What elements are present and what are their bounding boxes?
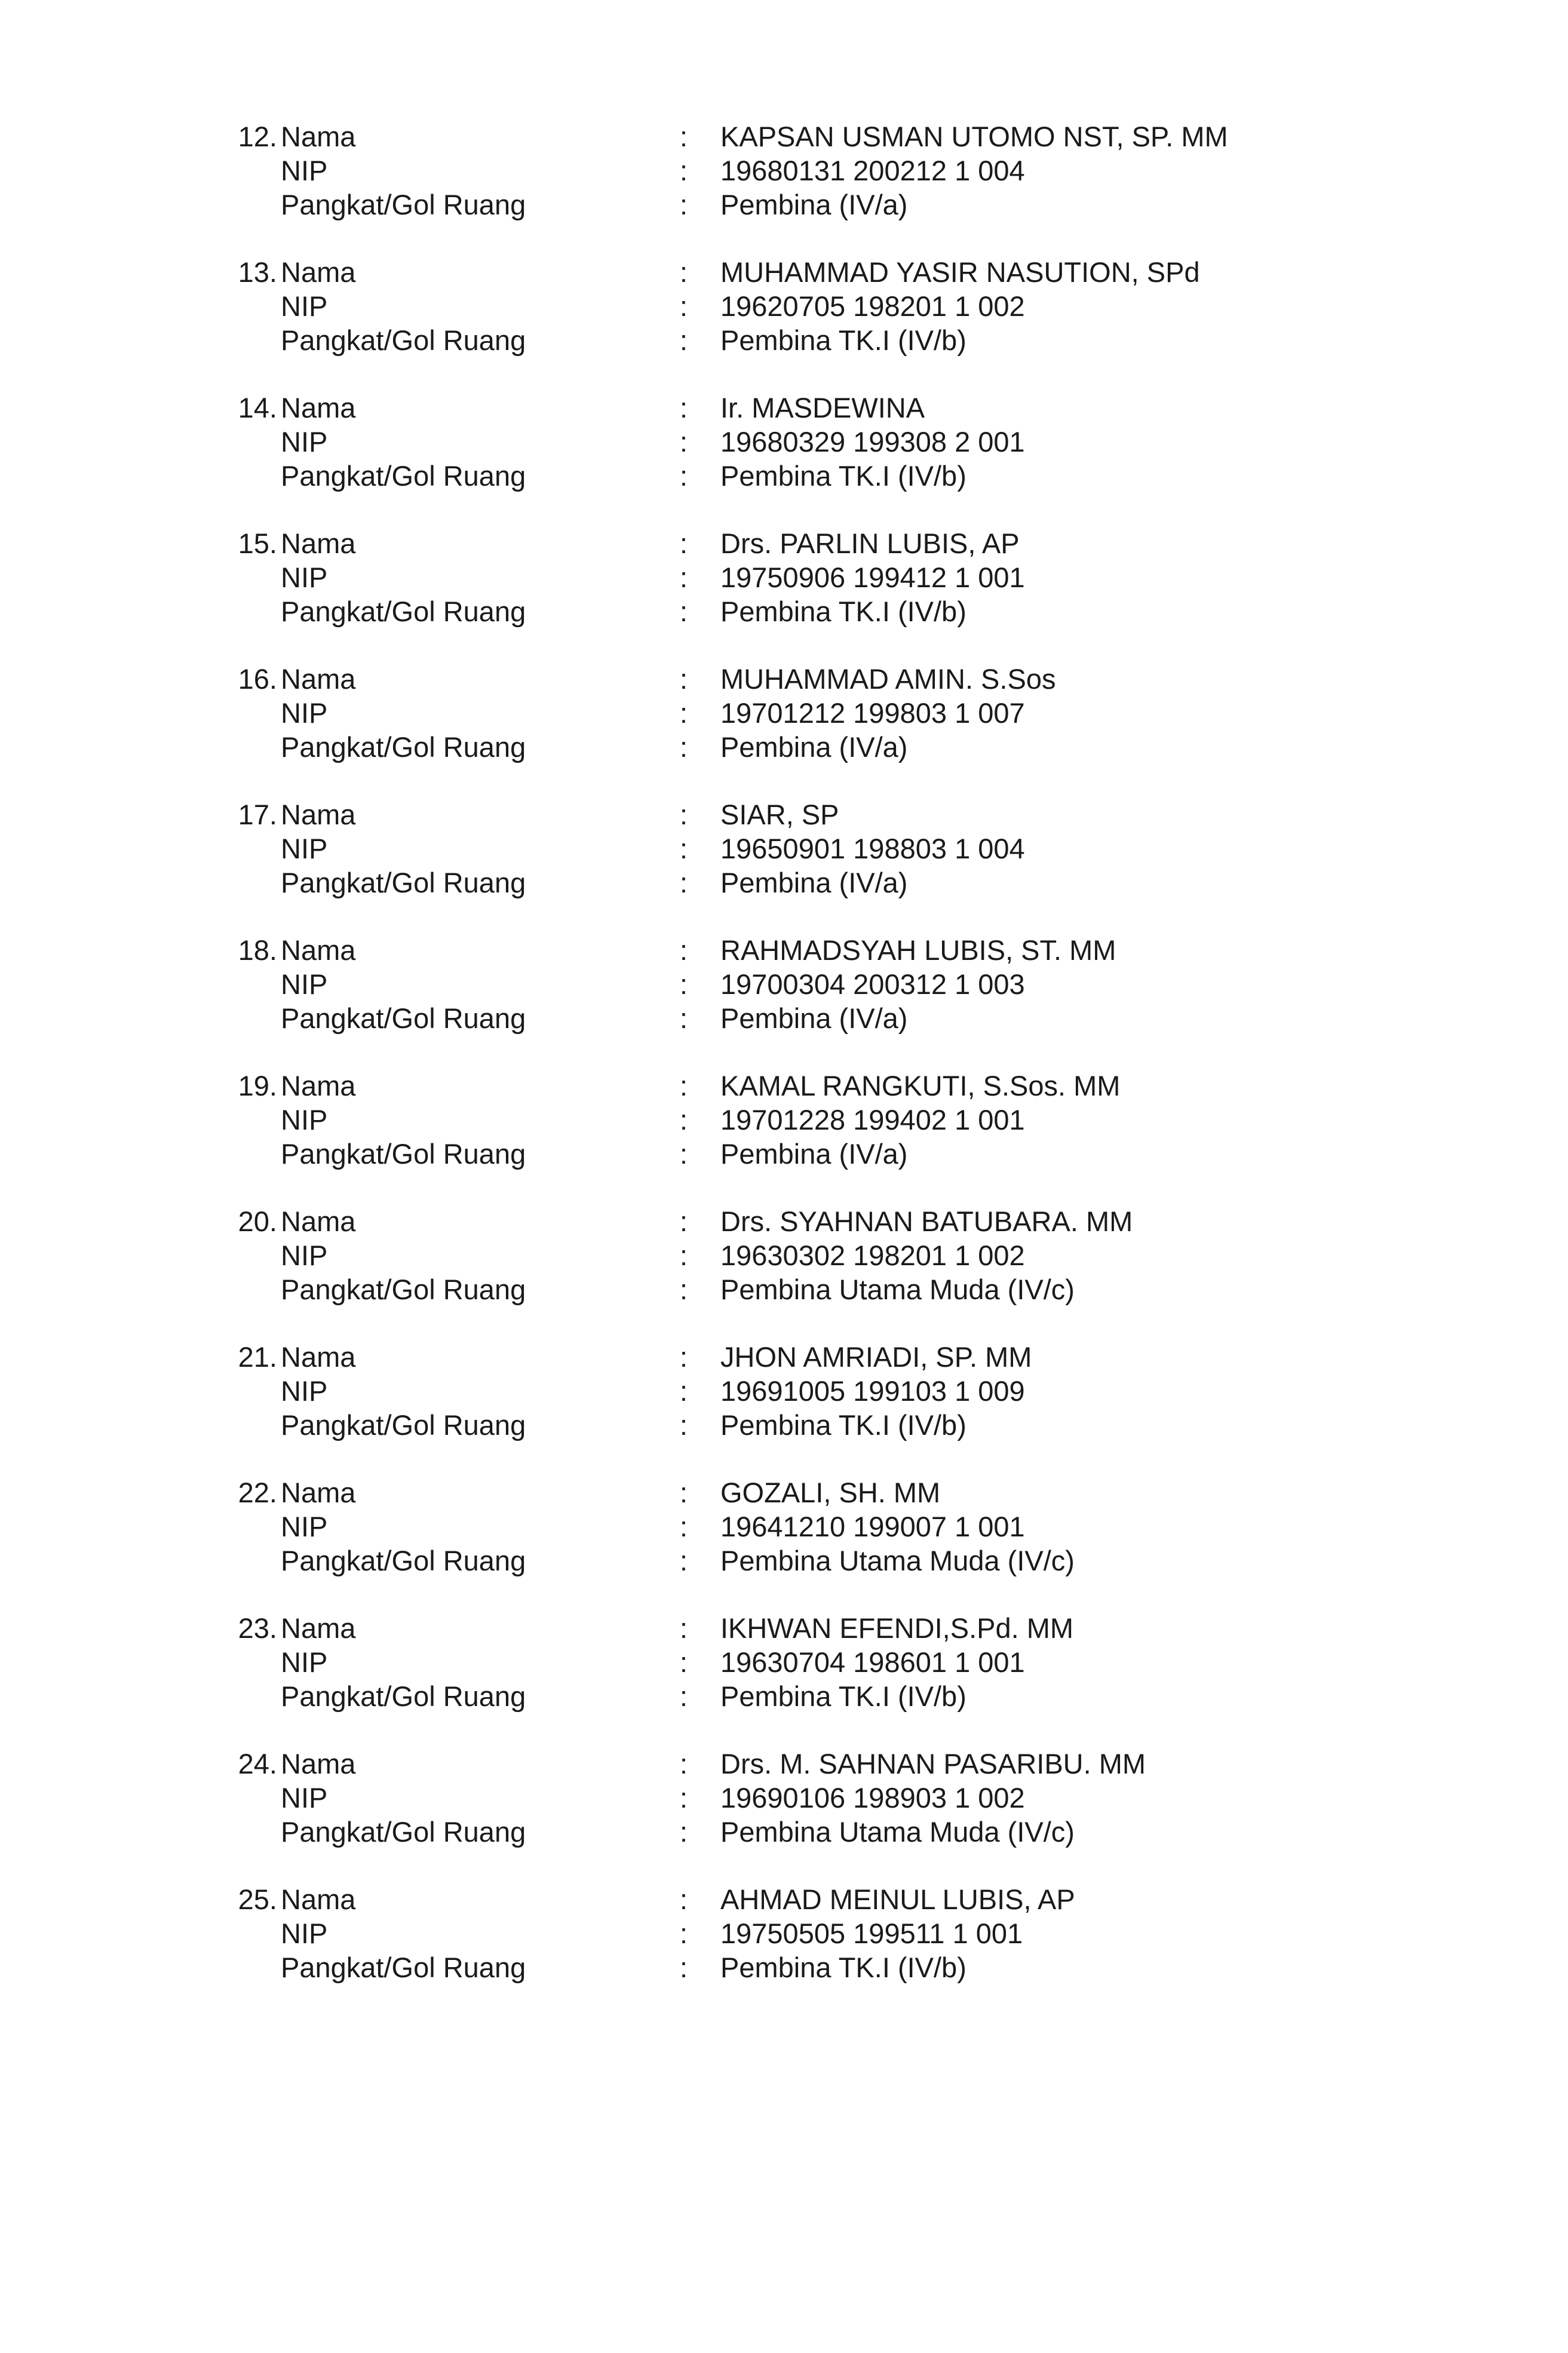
pangkat-label: Pangkat/Gol Ruang [281, 1680, 526, 1712]
entry-25 [0, 1883, 1568, 1984]
entry-19 [0, 1069, 1568, 1171]
nama-row [0, 662, 1568, 696]
nama-row [0, 1747, 1568, 1781]
separator: : [680, 1680, 688, 1712]
entry-number: 17. [238, 799, 277, 830]
nama-row [0, 798, 1568, 832]
nip-label: NIP [281, 155, 328, 186]
pangkat-label: Pangkat/Gol Ruang [281, 731, 526, 763]
nip-value: 19630704 198601 1 001 [720, 1646, 1025, 1678]
entry-number: 25. [238, 1883, 277, 1915]
entry-22 [0, 1476, 1568, 1578]
pangkat-label: Pangkat/Gol Ruang [281, 324, 526, 356]
separator: : [680, 1375, 688, 1407]
nama-label: Nama [281, 256, 356, 288]
nama-label: Nama [281, 392, 356, 424]
separator: : [680, 867, 688, 898]
pangkat-label: Pangkat/Gol Ruang [281, 1138, 526, 1170]
nama-value: MUHAMMAD YASIR NASUTION, SPd [720, 256, 1200, 288]
separator: : [680, 697, 688, 729]
separator: : [680, 1104, 688, 1136]
entry-21 [0, 1340, 1568, 1442]
entry-number: 20. [238, 1205, 277, 1237]
nip-value: 19700304 200312 1 003 [720, 968, 1025, 1000]
nip-row [0, 290, 1568, 323]
nama-row [0, 120, 1568, 154]
separator: : [680, 1070, 688, 1102]
separator: : [680, 799, 688, 830]
separator: : [680, 324, 688, 356]
nip-value: 19691005 199103 1 009 [720, 1375, 1025, 1407]
separator: : [680, 1240, 688, 1271]
nama-label: Nama [281, 121, 356, 152]
entry-number: 13. [238, 256, 277, 288]
nama-value: Ir. MASDEWINA [720, 392, 925, 424]
entry-17 [0, 798, 1568, 900]
pangkat-label: Pangkat/Gol Ruang [281, 1274, 526, 1305]
pangkat-label: Pangkat/Gol Ruang [281, 1952, 526, 1983]
nip-value: 19750906 199412 1 001 [720, 562, 1025, 593]
nip-label: NIP [281, 1646, 328, 1678]
separator: : [680, 527, 688, 559]
pangkat-value: Pembina TK.I (IV/b) [720, 1680, 966, 1712]
separator: : [680, 562, 688, 593]
nip-label: NIP [281, 968, 328, 1000]
nama-label: Nama [281, 1883, 356, 1915]
nama-value: KAPSAN USMAN UTOMO NST, SP. MM [720, 121, 1228, 152]
pangkat-row [0, 1137, 1568, 1171]
nip-value: 19650901 198803 1 004 [720, 833, 1025, 864]
nama-value: GOZALI, SH. MM [720, 1477, 941, 1508]
nama-label: Nama [281, 1341, 356, 1373]
separator: : [680, 155, 688, 186]
pangkat-value: Pembina (IV/a) [720, 1138, 908, 1170]
pangkat-row [0, 1815, 1568, 1849]
pangkat-label: Pangkat/Gol Ruang [281, 596, 526, 627]
pangkat-row [0, 1951, 1568, 1984]
nip-value: 19680131 200212 1 004 [720, 155, 1025, 186]
separator: : [680, 1002, 688, 1034]
entry-20 [0, 1205, 1568, 1306]
entry-number: 14. [238, 392, 277, 424]
separator: : [680, 833, 688, 864]
pangkat-row [0, 459, 1568, 493]
nama-row [0, 256, 1568, 289]
pangkat-row [0, 1409, 1568, 1442]
nama-row [0, 1205, 1568, 1238]
nama-row [0, 934, 1568, 967]
nama-value: Drs. SYAHNAN BATUBARA. MM [720, 1205, 1133, 1237]
nama-row [0, 527, 1568, 560]
separator: : [680, 256, 688, 288]
separator: : [680, 426, 688, 458]
separator: : [680, 1816, 688, 1848]
pangkat-label: Pangkat/Gol Ruang [281, 460, 526, 492]
separator: : [680, 663, 688, 695]
nama-row [0, 1476, 1568, 1510]
pangkat-row [0, 1544, 1568, 1578]
separator: : [680, 392, 688, 424]
nama-row [0, 1883, 1568, 1916]
nip-value: 19630302 198201 1 002 [720, 1240, 1025, 1271]
nip-label: NIP [281, 1782, 328, 1814]
pangkat-value: Pembina (IV/a) [720, 189, 908, 220]
nama-value: Drs. M. SAHNAN PASARIBU. MM [720, 1748, 1146, 1780]
nama-label: Nama [281, 1612, 356, 1644]
nama-value: RAHMADSYAH LUBIS, ST. MM [720, 934, 1116, 966]
pangkat-row [0, 324, 1568, 357]
nama-value: KAMAL RANGKUTI, S.Sos. MM [720, 1070, 1121, 1102]
entry-14 [0, 391, 1568, 493]
pangkat-label: Pangkat/Gol Ruang [281, 189, 526, 220]
nip-label: NIP [281, 290, 328, 322]
nip-row [0, 425, 1568, 459]
pangkat-value: Pembina TK.I (IV/b) [720, 596, 966, 627]
pangkat-value: Pembina (IV/a) [720, 1002, 908, 1034]
separator: : [680, 596, 688, 627]
separator: : [680, 1646, 688, 1678]
nip-row [0, 1510, 1568, 1544]
nip-value: 19620705 198201 1 002 [720, 290, 1025, 322]
nip-label: NIP [281, 1240, 328, 1271]
entry-18 [0, 934, 1568, 1035]
nip-row [0, 697, 1568, 730]
nip-value: 19701212 199803 1 007 [720, 697, 1025, 729]
pangkat-row [0, 188, 1568, 222]
nip-label: NIP [281, 1918, 328, 1949]
separator: : [680, 189, 688, 220]
pangkat-value: Pembina TK.I (IV/b) [720, 1409, 966, 1441]
nama-row [0, 391, 1568, 425]
separator: : [680, 968, 688, 1000]
pangkat-row [0, 1273, 1568, 1306]
nip-row [0, 154, 1568, 188]
nip-value: 19641210 199007 1 001 [720, 1511, 1025, 1542]
pangkat-value: Pembina Utama Muda (IV/c) [720, 1545, 1075, 1576]
pangkat-row [0, 595, 1568, 628]
pangkat-value: Pembina (IV/a) [720, 867, 908, 898]
entry-number: 15. [238, 527, 277, 559]
nip-row [0, 1917, 1568, 1950]
entry-number: 18. [238, 934, 277, 966]
nama-label: Nama [281, 934, 356, 966]
pangkat-row [0, 1680, 1568, 1713]
entry-16 [0, 662, 1568, 764]
separator: : [680, 1341, 688, 1373]
separator: : [680, 121, 688, 152]
entry-number: 12. [238, 121, 277, 152]
pangkat-label: Pangkat/Gol Ruang [281, 867, 526, 898]
separator: : [680, 1138, 688, 1170]
pangkat-label: Pangkat/Gol Ruang [281, 1545, 526, 1576]
pangkat-value: Pembina TK.I (IV/b) [720, 324, 966, 356]
nama-label: Nama [281, 1477, 356, 1508]
nip-value: 19750505 199511 1 001 [720, 1918, 1023, 1949]
nip-row [0, 968, 1568, 1001]
nip-row [0, 1375, 1568, 1408]
entry-number: 22. [238, 1477, 277, 1508]
nama-label: Nama [281, 527, 356, 559]
pangkat-value: Pembina Utama Muda (IV/c) [720, 1816, 1075, 1848]
nama-value: AHMAD MEINUL LUBIS, AP [720, 1883, 1075, 1915]
pangkat-value: Pembina (IV/a) [720, 731, 908, 763]
nama-label: Nama [281, 1748, 356, 1780]
pangkat-row [0, 1002, 1568, 1035]
pangkat-value: Pembina Utama Muda (IV/c) [720, 1274, 1075, 1305]
nama-value: JHON AMRIADI, SP. MM [720, 1341, 1032, 1373]
nama-value: SIAR, SP [720, 799, 839, 830]
separator: : [680, 1883, 688, 1915]
separator: : [680, 1205, 688, 1237]
pangkat-label: Pangkat/Gol Ruang [281, 1002, 526, 1034]
pangkat-label: Pangkat/Gol Ruang [281, 1816, 526, 1848]
nip-row [0, 1646, 1568, 1679]
nip-label: NIP [281, 562, 328, 593]
nama-label: Nama [281, 799, 356, 830]
nip-label: NIP [281, 1104, 328, 1136]
nama-row [0, 1340, 1568, 1374]
nip-value: 19680329 199308 2 001 [720, 426, 1025, 458]
nip-row [0, 1103, 1568, 1137]
nip-label: NIP [281, 426, 328, 458]
nip-label: NIP [281, 697, 328, 729]
nama-value: Drs. PARLIN LUBIS, AP [720, 527, 1020, 559]
nip-label: NIP [281, 833, 328, 864]
nama-row [0, 1069, 1568, 1103]
entry-24 [0, 1747, 1568, 1849]
separator: : [680, 1952, 688, 1983]
separator: : [680, 1511, 688, 1542]
separator: : [680, 290, 688, 322]
nip-row [0, 1239, 1568, 1272]
entry-number: 21. [238, 1341, 277, 1373]
nip-label: NIP [281, 1375, 328, 1407]
pangkat-row [0, 731, 1568, 764]
nip-row [0, 832, 1568, 866]
nip-value: 19690106 198903 1 002 [720, 1782, 1025, 1814]
nip-label: NIP [281, 1511, 328, 1542]
separator: : [680, 934, 688, 966]
entry-15 [0, 527, 1568, 628]
entry-13 [0, 256, 1568, 357]
nama-value: IKHWAN EFENDI,S.Pd. MM [720, 1612, 1074, 1644]
entry-number: 16. [238, 663, 277, 695]
nip-row [0, 561, 1568, 594]
entry-number: 19. [238, 1070, 277, 1102]
nama-label: Nama [281, 1205, 356, 1237]
entry-12 [0, 120, 1568, 222]
nama-label: Nama [281, 1070, 356, 1102]
separator: : [680, 731, 688, 763]
entry-number: 23. [238, 1612, 277, 1644]
separator: : [680, 460, 688, 492]
nip-row [0, 1781, 1568, 1815]
separator: : [680, 1782, 688, 1814]
entry-23 [0, 1612, 1568, 1713]
separator: : [680, 1409, 688, 1441]
entry-number: 24. [238, 1748, 277, 1780]
separator: : [680, 1477, 688, 1508]
separator: : [680, 1918, 688, 1949]
separator: : [680, 1545, 688, 1576]
nama-row [0, 1612, 1568, 1645]
nama-label: Nama [281, 663, 356, 695]
separator: : [680, 1274, 688, 1305]
separator: : [680, 1748, 688, 1780]
pangkat-value: Pembina TK.I (IV/b) [720, 1952, 966, 1983]
pangkat-label: Pangkat/Gol Ruang [281, 1409, 526, 1441]
nama-value: MUHAMMAD AMIN. S.Sos [720, 663, 1056, 695]
pangkat-value: Pembina TK.I (IV/b) [720, 460, 966, 492]
separator: : [680, 1612, 688, 1644]
pangkat-row [0, 866, 1568, 900]
nip-value: 19701228 199402 1 001 [720, 1104, 1025, 1136]
